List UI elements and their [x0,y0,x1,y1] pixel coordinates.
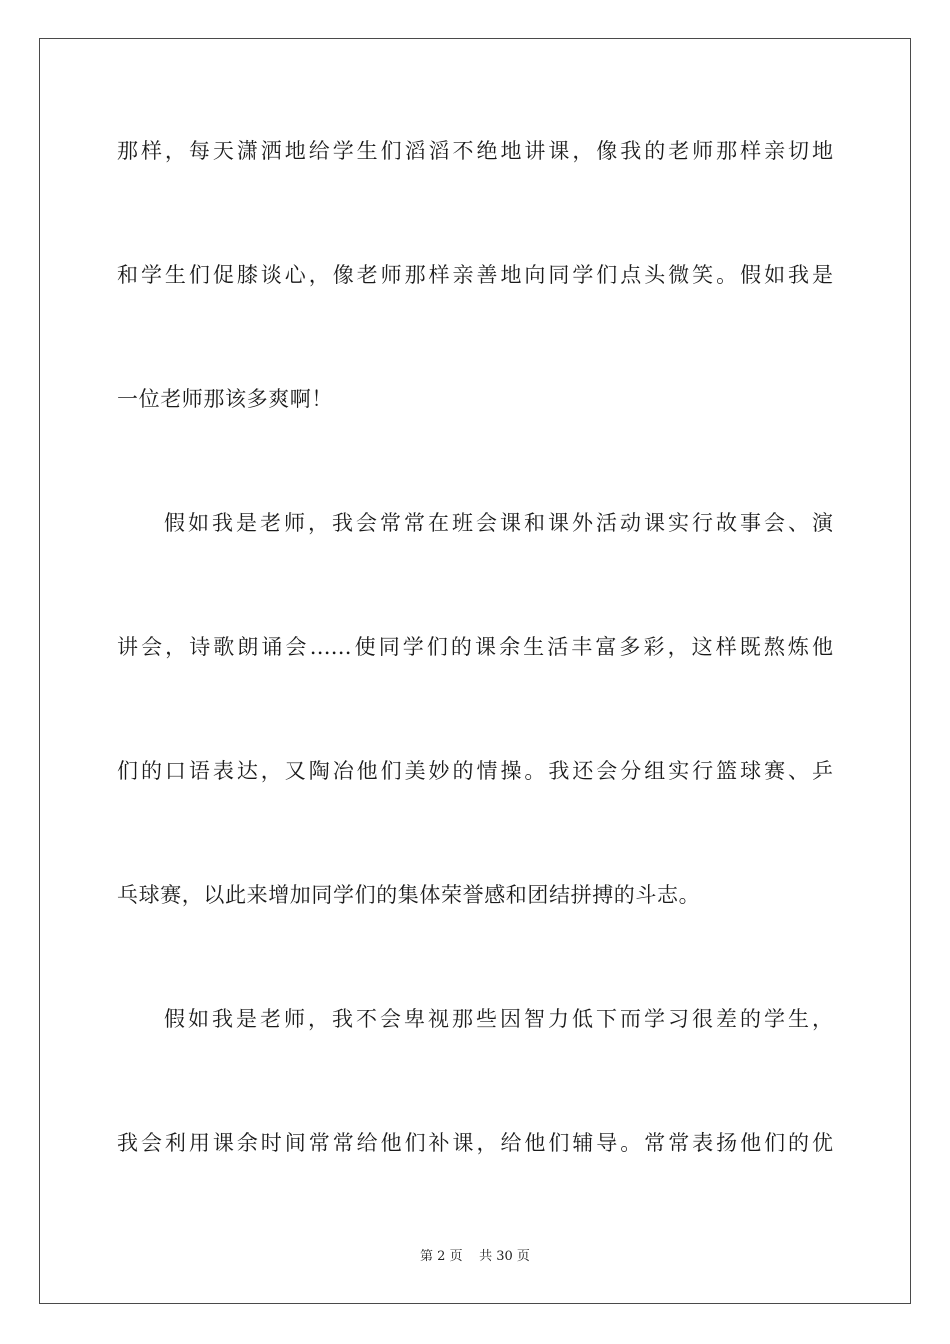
text-line-3: 一位老师那该多爽啊！ [117,387,333,411]
page-total: 共 30 页 [479,1249,530,1264]
text-line-5: 讲会，诗歌朗诵会……使同学们的课余生活丰富多彩，这样既熬炼他 [117,635,833,659]
page-number: 第 2 页 [420,1249,463,1264]
text-line-6: 们的口语表达，又陶冶他们美妙的情操。我还会分组实行篮球赛、乒 [117,759,833,783]
text-line-9: 我会利用课余时间常常给他们补课，给他们辅导。常常表扬他们的优 [117,1131,833,1155]
page-footer [0,1248,950,1266]
text-line-1: 那样，每天潇洒地给学生们滔滔不绝地讲课，像我的老师那样亲切地 [117,139,833,163]
text-line-2: 和学生们促膝谈心，像老师那样亲善地向同学们点头微笑。假如我是 [117,263,833,287]
text-line-8: 假如我是老师，我不会卑视那些因智力低下而学习很差的学生， [164,1007,833,1031]
page-border [39,38,911,1304]
text-line-7: 乓球赛，以此来增加同学们的集体荣誉感和团结拼搏的斗志。 [117,883,701,907]
text-line-4: 假如我是老师，我会常常在班会课和课外活动课实行故事会、演 [164,511,833,535]
